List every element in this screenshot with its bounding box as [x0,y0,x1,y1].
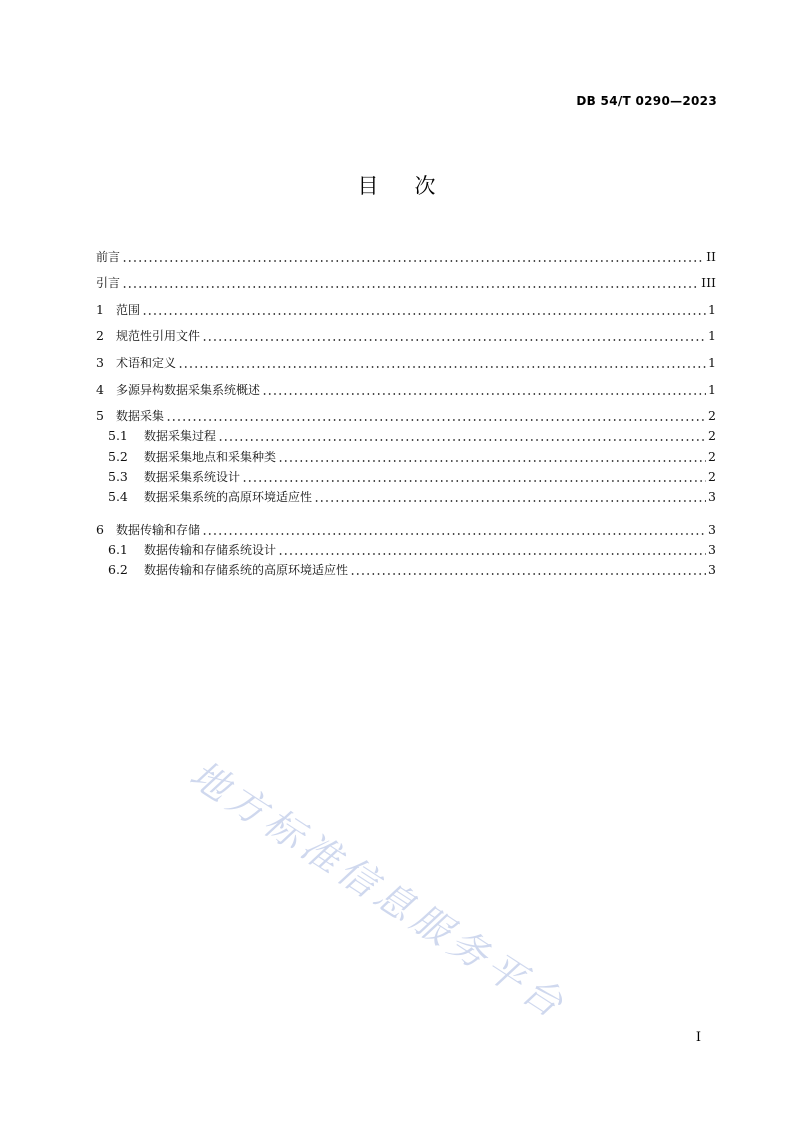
toc-entry-page: II [706,248,716,264]
toc-entry-number: 5 [96,408,104,424]
toc-entry-label: 数据采集地点和采集种类 [144,449,277,464]
toc-entry-number: 5.4 [108,488,128,504]
toc-leader-dots [166,410,706,422]
toc-entry-number: 6.2 [108,561,128,577]
toc-entry-number: 4 [96,381,104,397]
toc-entry-page: 3 [708,561,716,577]
toc-entry-label: 引言 [96,276,121,291]
toc-entry-number: 6 [96,521,104,537]
toc-entry-number: 1 [96,301,104,317]
toc-leader-dots [278,451,706,463]
toc-entry-label: 前言 [96,249,121,264]
toc-entry-page: 3 [708,488,716,504]
toc-leader-dots [278,544,706,556]
toc-entry-label: 数据采集过程 [144,429,217,444]
toc-entry-number: 5.3 [108,468,128,484]
toc-entry[interactable] [96,265,716,292]
toc-entry[interactable] [96,291,716,318]
toc-entry-label: 数据采集 [116,409,165,424]
toc-entry[interactable] [96,371,716,398]
toc-entry-page: 2 [708,428,716,444]
toc-entry-label: 数据传输和存储系统设计 [144,542,277,557]
toc-entry-page: 2 [708,468,716,484]
toc-entry-page: 1 [708,328,716,344]
toc-entry-label: 术语和定义 [116,355,177,370]
toc-leader-dots [202,524,706,536]
toc-entry-label: 范围 [116,302,141,317]
toc-entry-number: 5.2 [108,448,128,464]
toc-entry[interactable] [96,238,716,265]
toc-entry-label: 数据采集系统的高原环境适应性 [144,489,313,504]
toc-entry-page: 3 [708,521,716,537]
toc-entry-page: 1 [708,381,716,397]
toc-entry[interactable] [96,444,716,464]
toc-entry[interactable] [96,465,716,485]
toc-leader-dots [350,564,706,576]
toc-entry-page: 1 [708,354,716,370]
toc-leader-dots [122,277,699,289]
toc-entry-label: 多源异构数据采集系统概述 [116,382,261,397]
toc-leader-dots [142,304,706,316]
toc-entry-number: 2 [96,328,104,344]
toc-entry-page: 1 [708,301,716,317]
toc-entry[interactable] [96,538,716,558]
toc-entry-page: III [701,275,716,291]
page-number: I [695,1030,701,1045]
toc-entry[interactable] [96,511,716,538]
toc-leader-dots [218,430,706,442]
watermark: 地方标准信息服务平台 [182,751,576,1029]
toc-entry[interactable] [96,318,716,345]
toc-entry-number: 3 [96,354,104,370]
toc-entry[interactable] [96,424,716,444]
toc-entry[interactable] [96,398,716,425]
toc-leader-dots [178,357,706,369]
toc-entry-label: 规范性引用文件 [116,329,201,344]
standard-code: DB 54/T 0290—2023 [576,94,717,108]
toc-entry[interactable] [96,485,716,505]
toc-leader-dots [314,491,706,503]
toc-leader-dots [262,384,706,396]
toc-entry-page: 2 [708,448,716,464]
toc-leader-dots [242,471,706,483]
page-title: 目次 [357,174,472,198]
toc-entry-page: 3 [708,541,716,557]
toc-entry[interactable] [96,558,716,578]
toc-entry[interactable] [96,344,716,371]
table-of-contents [96,238,716,578]
toc-entry-label: 数据采集系统设计 [144,469,241,484]
toc-leader-dots [202,330,706,342]
toc-entry-label: 数据传输和存储 [116,522,201,537]
toc-entry-label: 数据传输和存储系统的高原环境适应性 [144,562,349,577]
toc-leader-dots [122,251,704,263]
toc-entry-number: 6.1 [108,541,128,557]
toc-entry-number: 5.1 [108,428,128,444]
toc-entry-page: 2 [708,408,716,424]
